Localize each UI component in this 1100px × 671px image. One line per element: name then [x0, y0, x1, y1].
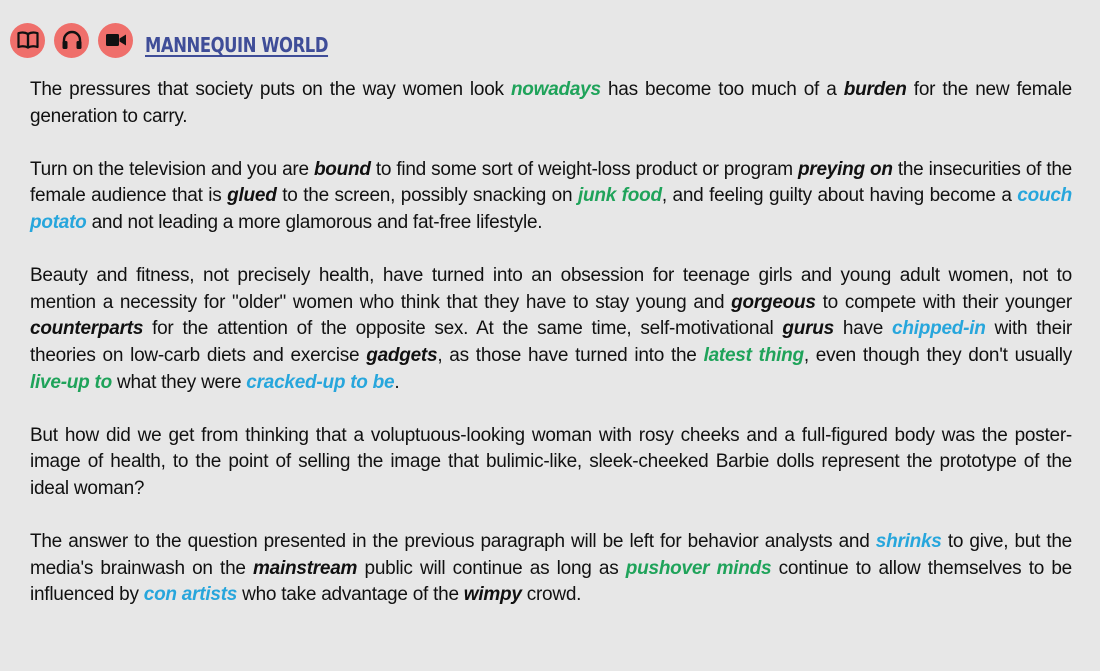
vocabulary-term: latest thing	[703, 344, 804, 366]
article-body	[30, 77, 1072, 635]
vocabulary-term: counterparts	[30, 318, 144, 340]
vocabulary-term: bound	[313, 158, 371, 180]
text-run: , and feeling guilty about having become a	[661, 185, 1018, 207]
vocabulary-term: preying on	[797, 158, 893, 180]
text-run: .	[394, 371, 400, 393]
text-run: Turn on the television and you are	[30, 158, 314, 180]
vocabulary-term: gadgets	[366, 344, 438, 366]
text-run: the insecurities of the female audience that is	[30, 158, 1072, 207]
vocabulary-term: live-up to	[30, 371, 112, 393]
text-run: and not leading a more glamorous and fat-free lifestyle.	[86, 211, 543, 233]
top-bar	[10, 20, 368, 60]
vocabulary-term: pushover minds	[625, 557, 772, 579]
text-run: what they were	[111, 371, 247, 393]
paragraph	[30, 157, 1072, 237]
text-run: But how did we get from thinking that a voluptuous-looking woman with rosy cheeks and a full-figured body was the poster-image of health, to the point of selling the image that bulimic-like, sleek-cheeked Barbie dolls represent the prototype of the ideal woman?	[30, 424, 1072, 499]
text-run: to find some sort of weight-loss product or program	[370, 158, 798, 180]
paragraph	[30, 423, 1072, 503]
vocabulary-term: con artists	[143, 584, 238, 606]
paragraph	[30, 529, 1072, 609]
vocabulary-term: cracked-up to be	[246, 371, 395, 393]
vocabulary-term: gorgeous	[731, 291, 816, 313]
text-run: public will continue as long as	[357, 557, 626, 579]
text-run: crowd.	[521, 584, 582, 606]
site-title[interactable]: MANNEQUIN WORLD	[145, 33, 329, 57]
paragraph	[30, 263, 1072, 396]
text-run: for the new female generation to carry.	[30, 79, 1072, 127]
text-run: to compete with their younger	[815, 291, 1072, 313]
vocabulary-term: nowadays	[510, 79, 601, 100]
video-camera-icon[interactable]	[98, 23, 133, 58]
paragraph	[30, 77, 1072, 130]
text-run: , even though they don't usually	[803, 344, 1072, 366]
vocabulary-term: junk food	[577, 185, 662, 207]
text-run: The pressures that society puts on the way women look	[30, 79, 511, 100]
vocabulary-term: mainstream	[253, 557, 358, 579]
text-run: The answer to the question presented in the previous paragraph will be left for behavior analysts and	[30, 531, 876, 553]
vocabulary-term: glued	[227, 185, 277, 207]
vocabulary-term: wimpy	[463, 584, 522, 606]
text-run: to give, but the media's brainwash on the	[30, 531, 1072, 579]
vocabulary-term: couch potato	[30, 185, 1072, 233]
text-run: , as those have turned into the	[437, 344, 704, 366]
vocabulary-term: shrinks	[875, 531, 942, 553]
text-run: who take advantage of the	[237, 584, 464, 606]
text-run: Beauty and fitness, not precisely health, have turned into an obsession for teenage girls and young adult women, not to mention a necessity for "older" women who think that they have to stay young and	[30, 265, 1072, 313]
text-run: to the screen, possibly snacking on	[276, 185, 578, 207]
vocabulary-term: chipped-in	[892, 318, 986, 340]
book-icon[interactable]	[10, 23, 45, 58]
text-run: for the attention of the opposite sex. At the same time, self-motivational	[143, 318, 783, 340]
text-run: with their theories on low-carb diets and exercise	[30, 318, 1072, 366]
text-run: have	[833, 318, 893, 340]
headphones-icon[interactable]	[54, 23, 89, 58]
vocabulary-term: gurus	[782, 318, 834, 340]
text-run: continue to allow themselves to be influenced by	[30, 557, 1072, 606]
text-run: has become too much of a	[600, 79, 844, 100]
vocabulary-term: burden	[843, 79, 907, 100]
